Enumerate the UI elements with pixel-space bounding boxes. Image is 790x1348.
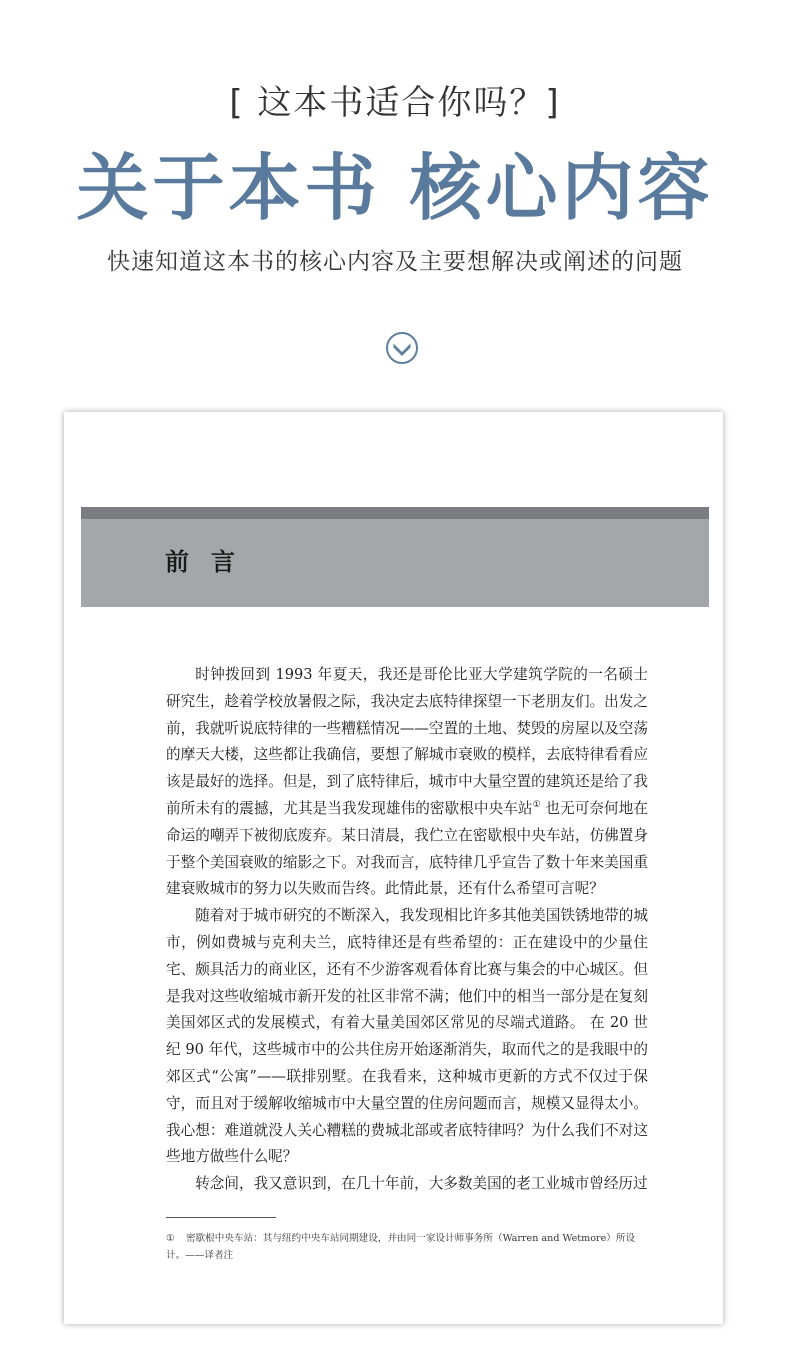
- paragraph: 随着对于城市研究的不断深入，我发现相比许多其他美国铁锈地带的城市，例如费城与克利夫兰，底特律还是有些希望的：正在建设中的少量住宅、颇具活力的商业区，还有不少游客观看体育比赛与集会的中心城区。但是我对这些收缩城市新开发的社区非常不满；他们中的相当一部分是在复刻美国郊区式的发展模式，有着大量美国郊区常见的尽端式道路。 在 20 世纪 90 年代，这些城市中的公共住房开始逐渐消失，取而代之的是我眼中的郊区式“公寓”——联排别墅。在我看来，这种城市更新的方式不仅过于保守，而且对于缓解收缩城市中大量空置的住房问题而言，规模又显得太小。我心想：难道就没人关心糟糕的费城北部或者底特律吗？为什么我们不对这些地方做些什么呢？: [166, 907, 648, 1166]
- body-text: [166, 662, 648, 1198]
- chevron-down-circle-icon: [385, 331, 419, 365]
- heading-band-stripe: [81, 507, 709, 519]
- paragraph-text: 时钟拨回到 1993 年夏天，我还是哥伦比亚大学建筑学院的一名硕士研究生，趁着学校放暑假之际，我决定去底特律探望一下老朋友们。出发之前，我就听说底特律的一些糟糕情况——空置的土地、焚毁的房屋以及空荡的摩天大楼，这些都让我确信，要想了解城市衰败的模样，去底特律看看应该是最好的选择。但是，到了底特律后，城市中大量空置的建筑还是给了我前所未有的震撼，尤其是当我发现雄伟的密歇根中央车站: [166, 666, 648, 817]
- footnote-divider: [166, 1217, 276, 1218]
- footnote-mark: ①: [166, 1233, 175, 1244]
- question-heading: [ 这本书适合你吗？]: [229, 83, 561, 123]
- footnote-reference: ①: [532, 800, 541, 811]
- footnote: [166, 1230, 648, 1264]
- footnote-text: 密歇根中央车站：其与纽约中央车站同期建设，并由同一家设计师事务所（Warren and Wetmore）所设计。——译者注: [166, 1233, 636, 1261]
- main-title: 关于本书 核心内容: [76, 145, 714, 230]
- tagline: 快速知道这本书的核心内容及主要想解决或阐述的问题: [107, 249, 683, 275]
- paragraph: 转念间，我又意识到，在几十年前，大多数美国的老工业城市曾经历过: [195, 1175, 648, 1193]
- chapter-title: 前言: [165, 547, 257, 576]
- book-page: [64, 412, 723, 1324]
- paragraph: [166, 662, 648, 903]
- chapter-heading-band: [81, 507, 709, 607]
- paragraph-text: 也无可奈何地在命运的嘲弄下被彻底废弃。某日清晨，我伫立在密歇根中央车站，仿佛置身于整个美国衰败的缩影之下。对我而言，底特律几乎宣告了数十年来美国重建衰败城市的努力以失败而告终。此情此景，还有什么希望可言呢？: [166, 799, 648, 898]
